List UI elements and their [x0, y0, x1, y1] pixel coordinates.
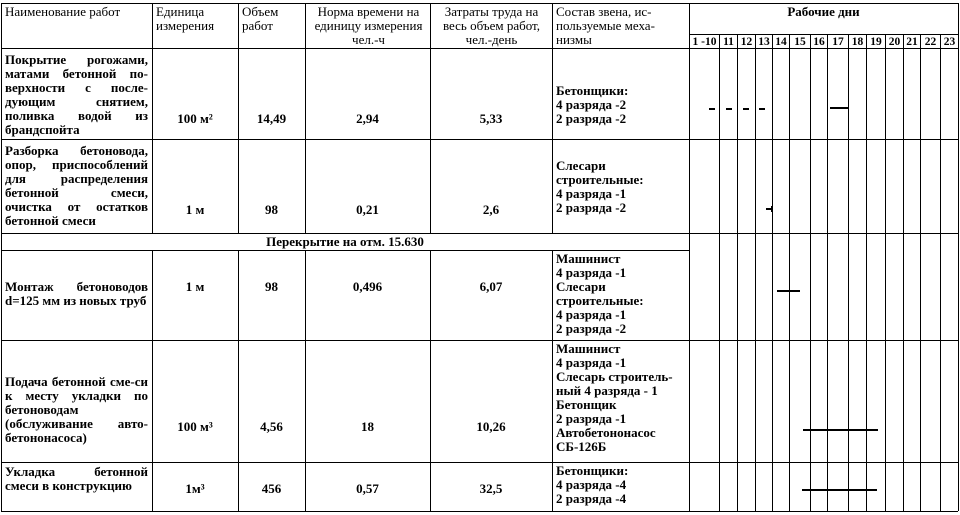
header-norm: Норма времени на единицу измерения чел.-ч — [314, 4, 423, 47]
row-4-volume: 4,56 — [260, 419, 283, 434]
day-label: 21 — [906, 36, 918, 48]
gantt-dash — [726, 108, 732, 110]
day-label: 19 — [870, 36, 882, 48]
day-label: 1 -10 — [692, 36, 717, 48]
header-volume: Объем работ — [242, 4, 279, 33]
row-3-volume: 98 — [265, 279, 278, 294]
row-4-crew: Машинист 4 разряда -1 Слесарь строитель-ный 4 разряда - 1 Бетонщик 2 разряда -1 Автобетононасос СБ-126Б — [556, 341, 673, 454]
day-label: 18 — [851, 36, 864, 48]
row-2-norm: 0,21 — [356, 202, 379, 217]
row-4-name: Подача бетонной сме-си к месту укладки по бетоноводам (обслуживание авто-бетононасоса) — [5, 374, 148, 445]
row-3-labor: 6,07 — [479, 279, 503, 294]
row-2-labor: 2,6 — [482, 202, 500, 217]
gantt-bar-row-1 — [830, 107, 848, 109]
row-1-crew: Бетонщики: 4 разряда -2 2 разряда -2 — [556, 83, 629, 126]
day-label: 12 — [740, 36, 753, 48]
row-5-labor: 32,5 — [479, 481, 503, 496]
row-1-unit: 100 м² — [177, 111, 213, 126]
row-2-volume: 98 — [265, 202, 278, 217]
row-2-unit: 1 м — [185, 202, 205, 217]
row-3-crew: Машинист 4 разряда -1 Слесари строительные: 4 разряда -1 2 разряда -2 — [556, 251, 644, 336]
day-label: 23 — [943, 36, 956, 48]
header-days: Рабочие дни — [787, 4, 860, 19]
row-4-labor: 10,26 — [476, 419, 506, 434]
day-label: 14 — [775, 36, 787, 48]
gantt-dash — [743, 108, 749, 110]
row-2-name: Разборка бетоновода, опор, приспособлений для распределения бетонной смеси, очистка от остатков бетонной смеси — [5, 143, 148, 228]
row-5-unit: 1м³ — [185, 481, 205, 496]
row-5-name: Укладка бетонной смеси в конструкцию — [5, 464, 148, 493]
row-5-norm: 0,57 — [356, 481, 379, 496]
row-1-norm: 2,94 — [356, 111, 379, 126]
day-label: 13 — [758, 36, 770, 48]
row-1-volume: 14,49 — [256, 111, 287, 126]
header-crew: Состав звена, ис- пользуемые меха- низмы — [556, 4, 655, 47]
row-3-norm: 0,496 — [352, 279, 383, 294]
gantt-bar-row-4 — [803, 429, 878, 431]
header-labor: Затраты труда на весь объем работ, чел.-день — [442, 4, 541, 47]
day-label: 15 — [794, 36, 806, 48]
gantt-bar-row-5 — [802, 489, 877, 491]
row-4-unit: 100 м³ — [177, 419, 213, 434]
header-unit: Единица измерения — [156, 4, 215, 33]
row-5-crew: Бетонщики: 4 разряда -4 2 разряда -4 — [556, 463, 629, 506]
header-name: Наименование работ — [5, 4, 121, 19]
day-label: 17 — [832, 36, 844, 48]
gantt-bar-row-3 — [777, 290, 800, 292]
row-5-volume: 456 — [261, 481, 282, 496]
day-label: 20 — [888, 36, 901, 48]
day-label: 16 — [813, 36, 825, 48]
row-1-labor: 5,33 — [479, 111, 503, 126]
day-label: 22 — [924, 36, 937, 48]
row-3-name: Монтаж бетоноводов d=125 мм из новых труб — [5, 279, 148, 308]
gantt-tick — [771, 206, 773, 212]
row-3-unit: 1 м — [185, 279, 205, 294]
row-2-crew: Слесари строительные: 4 разряда -1 2 разряда -2 — [556, 158, 644, 215]
day-label: 11 — [723, 36, 734, 48]
gantt-dash — [759, 108, 765, 110]
row-4-norm: 18 — [361, 419, 374, 434]
section-title: Перекрытие на отм. 15.630 — [266, 234, 424, 249]
gantt-dash — [709, 108, 715, 110]
row-1-name: Покрытие рогожами, матами бетонной по-верхности с после-дующим снятием, поливка водой из брандспойта — [5, 52, 148, 137]
